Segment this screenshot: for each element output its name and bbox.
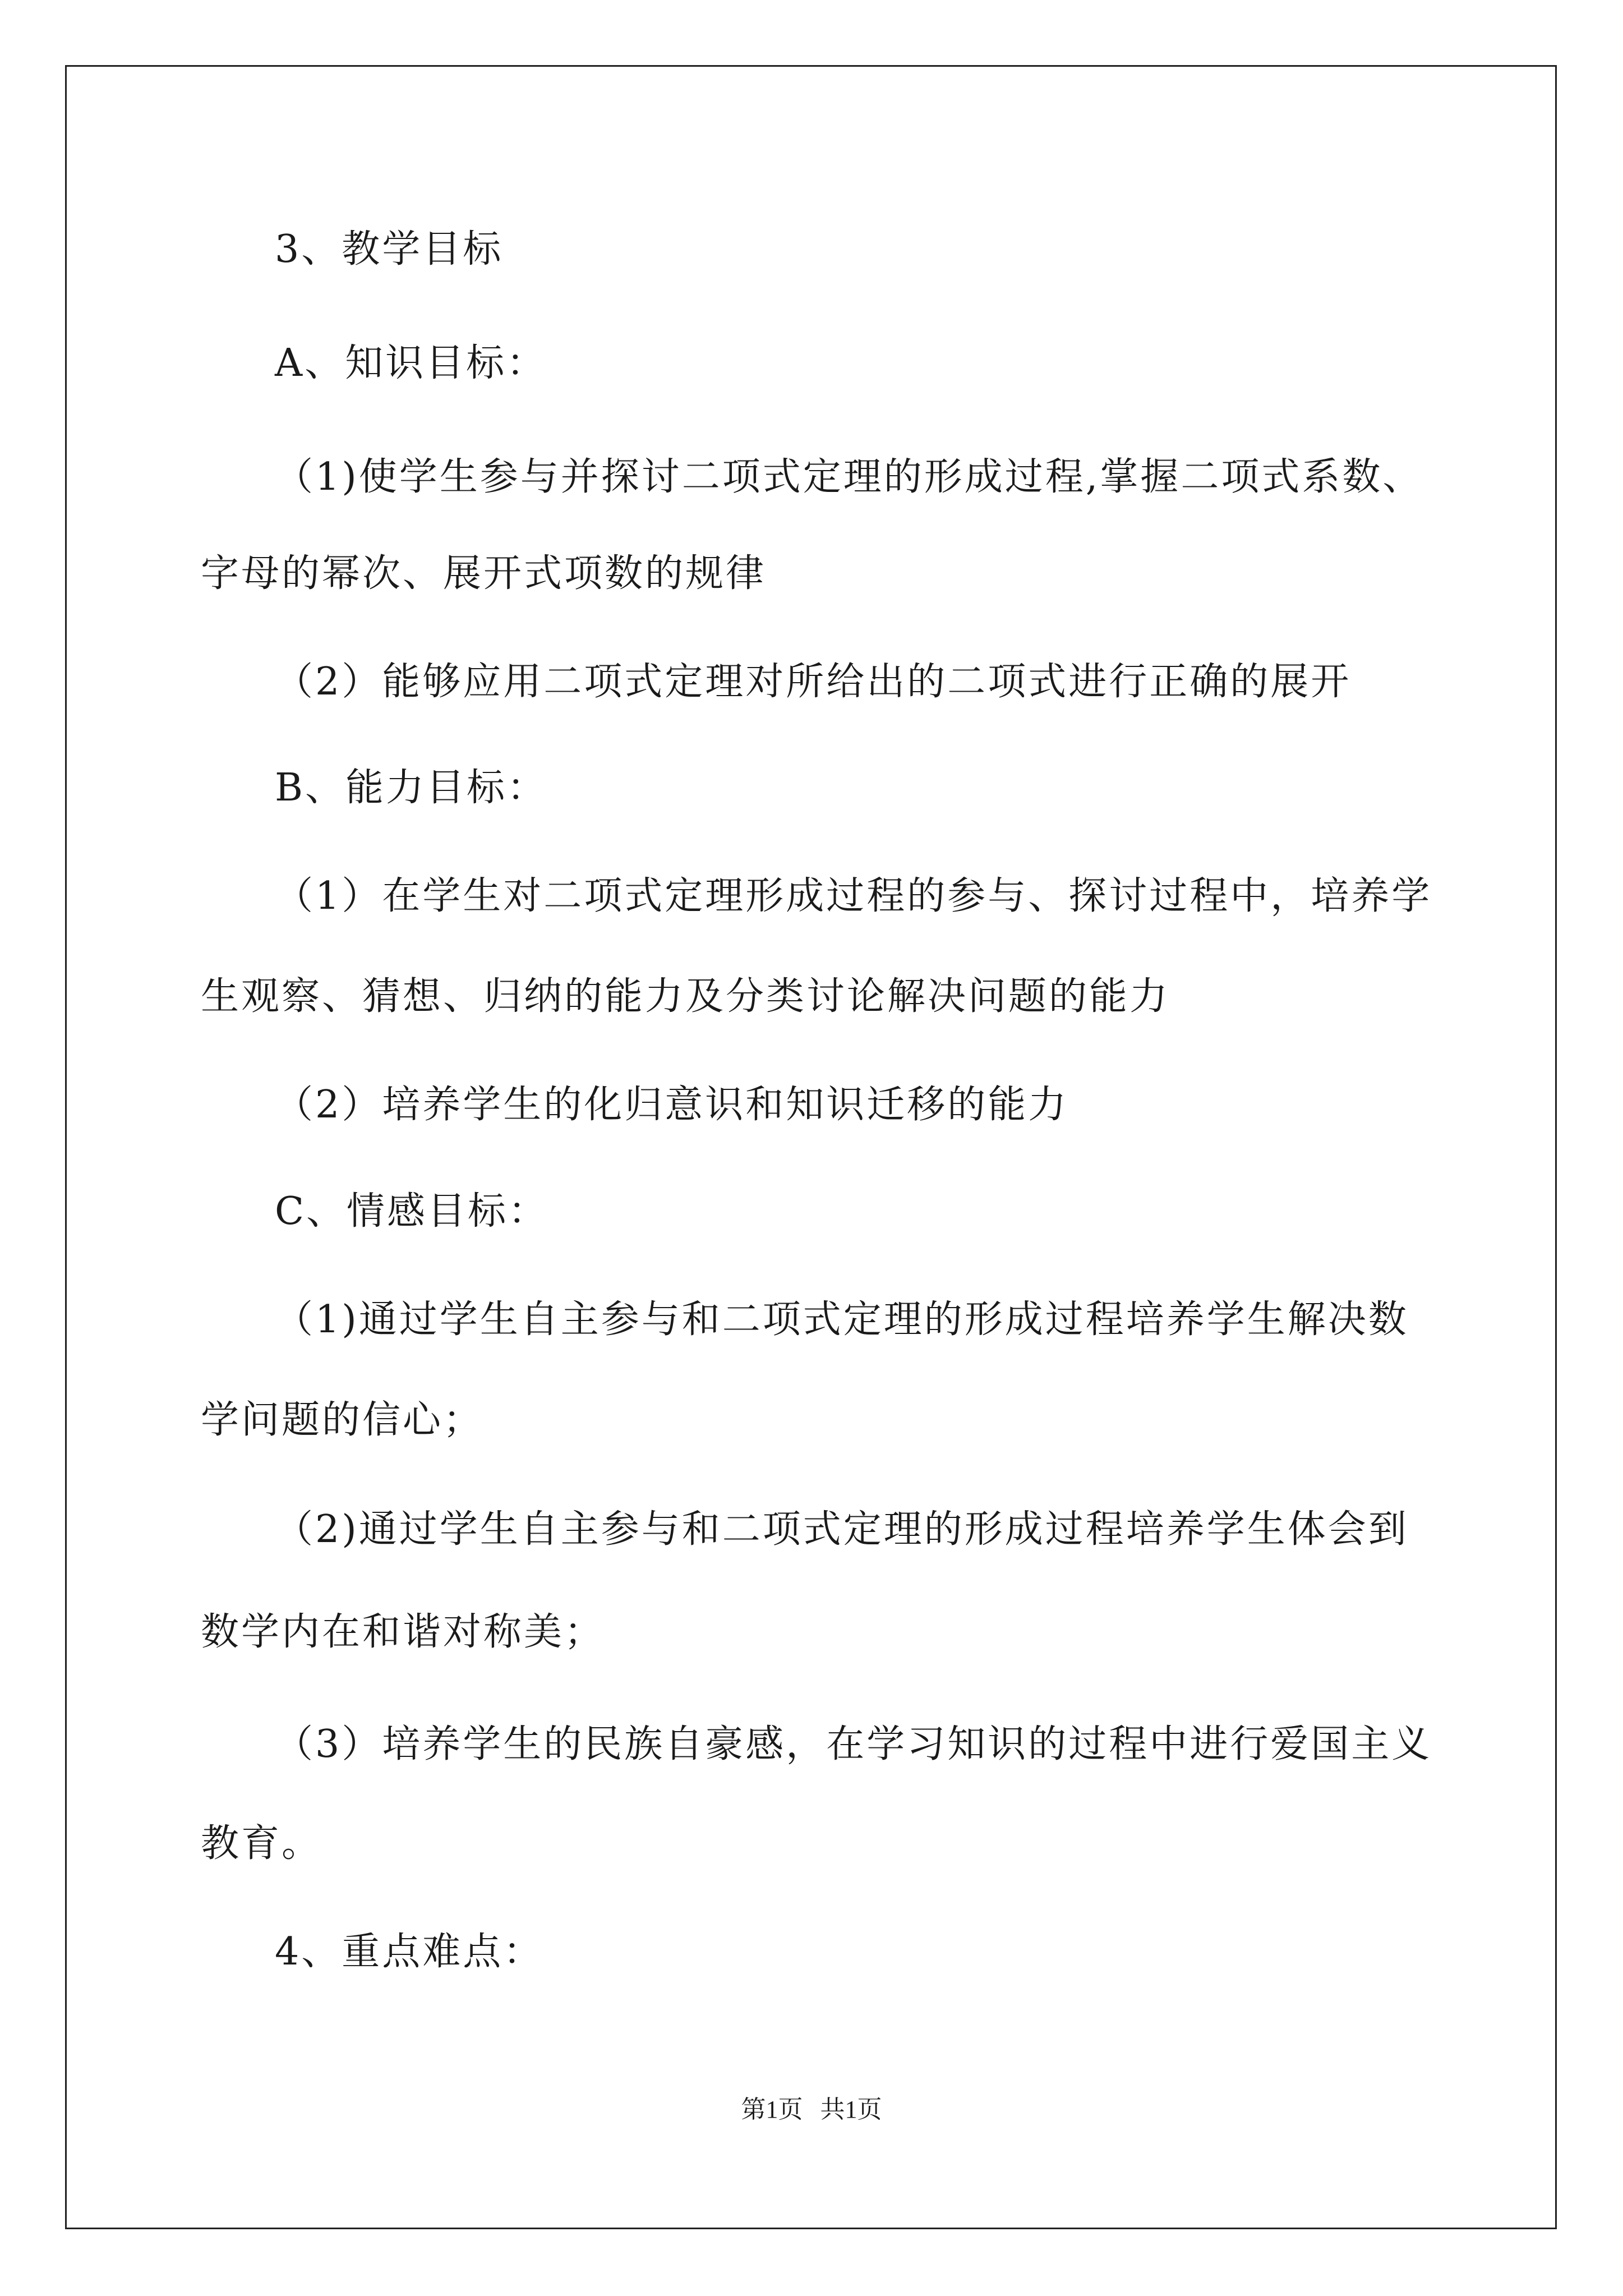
subheading-knowledge: A、知识目标： [275,341,547,385]
paragraph-line: （1)通过学生自主参与和二项式定理的形成过程培养学生解决数 [275,1297,1409,1342]
paragraph-line: （2)通过学生自主参与和二项式定理的形成过程培养学生体会到 [275,1507,1409,1552]
page-number-total: 共1页 [820,2096,882,2123]
paragraph-line: （1）在学生对二项式定理形成过程的参与、探讨过程中，培养学 [275,874,1432,918]
paragraph-line: （1)使学生参与并探讨二项式定理的形成过程,掌握二项式系数、 [275,455,1423,499]
section-heading-key-points: 4、重点难点： [275,1930,544,1974]
paragraph-line: （2）培养学生的化归意识和知识迁移的能力 [275,1083,1069,1127]
paragraph-line: 生观察、猜想、归纳的能力及分类讨论解决问题的能力 [201,974,1170,1019]
paragraph-line: （2）能够应用二项式定理对所给出的二项式进行正确的展开 [275,660,1352,704]
paragraph-line: 数学内在和谐对称美； [201,1610,605,1654]
section-heading-objectives: 3、教学目标 [275,227,504,272]
page-footer [0,2094,1623,2125]
subheading-ability: B、能力目标： [275,766,547,810]
paragraph-line: 学问题的信心； [201,1398,484,1442]
page-border [65,65,1557,2229]
page-number-current: 第1页 [741,2096,803,2123]
subheading-emotion: C、情感目标： [275,1189,549,1234]
paragraph-line: （3）培养学生的民族自豪感，在学习知识的过程中进行爱国主义 [275,1722,1432,1766]
paragraph-line: 字母的幂次、展开式项数的规律 [201,551,767,596]
paragraph-line: 教育。 [201,1821,322,1866]
